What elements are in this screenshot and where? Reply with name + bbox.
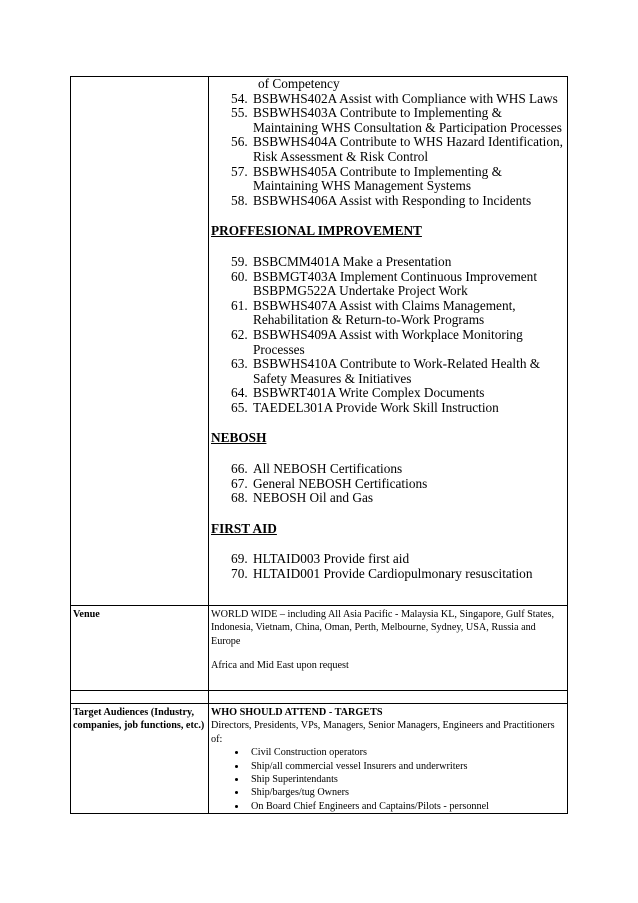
course-item-text: BSBWHS404A Contribute to WHS Hazard Identification, Risk Assessment & Risk Control bbox=[253, 134, 563, 164]
course-item-text: HLTAID003 Provide first aid bbox=[253, 551, 410, 567]
audience-bullet-list bbox=[211, 746, 567, 813]
course-list-item bbox=[251, 135, 567, 164]
venue-label-cell bbox=[71, 606, 209, 691]
course-list-item bbox=[251, 328, 567, 357]
course-item-text: All NEBOSH Certifications bbox=[253, 461, 403, 477]
audience-label-cell bbox=[71, 704, 209, 814]
audience-row bbox=[71, 704, 568, 814]
venue-locations: WORLD WIDE – including All Asia Pacific - Malaysia KL, Singapore, Gulf States, Indonesia, Vietnam, China, Oman, Perth, Melbourne, Sydney, USA, Russia and Europe bbox=[211, 609, 555, 647]
course-list-item bbox=[251, 567, 567, 582]
course-item-text: TAEDEL301A Provide Work Skill Instruction bbox=[253, 399, 499, 415]
course-item-text: NEBOSH Oil and Gas bbox=[253, 490, 374, 506]
heading-nebosh: NEBOSH bbox=[211, 430, 267, 446]
audience-intro: Directors, Presidents, VPs, Managers, Senior Managers, Engineers and Practitioners of: bbox=[211, 720, 555, 745]
venue-row bbox=[71, 606, 568, 691]
course-list-item bbox=[251, 477, 567, 492]
course-item-text: BSBWHS405A Contribute to Implementing & Maintaining WHS Management Systems bbox=[253, 163, 502, 194]
heading-professional-improvement: PROFFESIONAL IMPROVEMENT bbox=[211, 223, 422, 239]
course-list-item bbox=[251, 491, 567, 506]
course-list-item bbox=[251, 401, 567, 416]
course-details-table bbox=[70, 76, 568, 814]
course-item-text: HLTAID001 Provide Cardiopulmonary resuscitation bbox=[253, 566, 533, 582]
continued-line: of Competency bbox=[258, 76, 340, 91]
audience-heading: WHO SHOULD ATTEND - TARGETS bbox=[211, 707, 383, 718]
venue-label: Venue bbox=[73, 609, 100, 620]
audience-bullet-item: • On Board Chief Engineers and Captains/Pilots - personnel bbox=[247, 800, 567, 813]
audience-bullet-item: • Ship/barges/tug Owners bbox=[247, 786, 567, 799]
course-list-item bbox=[251, 299, 567, 328]
heading-first-aid: FIRST AID bbox=[211, 520, 277, 536]
course-list-first-aid bbox=[211, 552, 567, 581]
course-list-item bbox=[251, 165, 567, 194]
course-item-text: BSBWHS407A Assist with Claims Management, Rehabilitation & Return-to-Work Programs bbox=[253, 297, 516, 328]
course-list-item bbox=[251, 255, 567, 270]
course-item-text: General NEBOSH Certifications bbox=[253, 475, 428, 491]
spacer-row bbox=[71, 691, 568, 704]
course-item-text: BSBCMM401A Make a Presentation bbox=[253, 253, 452, 269]
course-list-item bbox=[251, 552, 567, 567]
audience-bullet-item: • Ship Superintendants bbox=[247, 773, 567, 786]
course-item-text: BSBWRT401A Write Complex Documents bbox=[253, 385, 485, 401]
course-list-item bbox=[251, 386, 567, 401]
course-item-text: BSBWHS406A Assist with Responding to Incidents bbox=[253, 192, 532, 208]
course-list-item bbox=[251, 357, 567, 386]
course-list-nebosh bbox=[211, 462, 567, 506]
course-list-item bbox=[251, 194, 567, 209]
audience-bullet-item: • Ship/all commercial vessel Insurers and underwriters bbox=[247, 760, 567, 773]
course-list-professional bbox=[211, 255, 567, 416]
course-item-text: BSBWHS409A Assist with Workplace Monitoring Processes bbox=[253, 326, 523, 357]
course-list-item bbox=[251, 462, 567, 477]
course-item-text: BSBWHS402A Assist with Compliance with WHS Laws bbox=[253, 90, 558, 106]
course-list-item bbox=[251, 270, 567, 299]
course-list-whs bbox=[211, 92, 567, 209]
audience-content-cell bbox=[209, 704, 568, 814]
audience-bullet-item: • Civil Construction operators bbox=[247, 746, 567, 759]
venue-request-note: Africa and Mid East upon request bbox=[211, 660, 349, 672]
courses-row bbox=[71, 77, 568, 606]
venue-content-cell bbox=[209, 606, 568, 691]
audience-label: Target Audiences (Industry, companies, job functions, etc.) bbox=[73, 707, 205, 732]
courses-content-cell bbox=[209, 77, 568, 606]
course-item-text: BSBMGT403A Implement Continuous Improvement BSBPMG522A Undertake Project Work bbox=[253, 268, 538, 299]
course-list-item bbox=[251, 92, 567, 107]
course-item-text: BSBWHS403A Contribute to Implementing & Maintaining WHS Consultation & Participation Processes bbox=[253, 105, 562, 135]
course-item-text: BSBWHS410A Contribute to Work-Related Health & Safety Measures & Initiatives bbox=[253, 356, 541, 386]
courses-label-cell bbox=[71, 77, 209, 606]
course-list-item bbox=[251, 106, 567, 135]
